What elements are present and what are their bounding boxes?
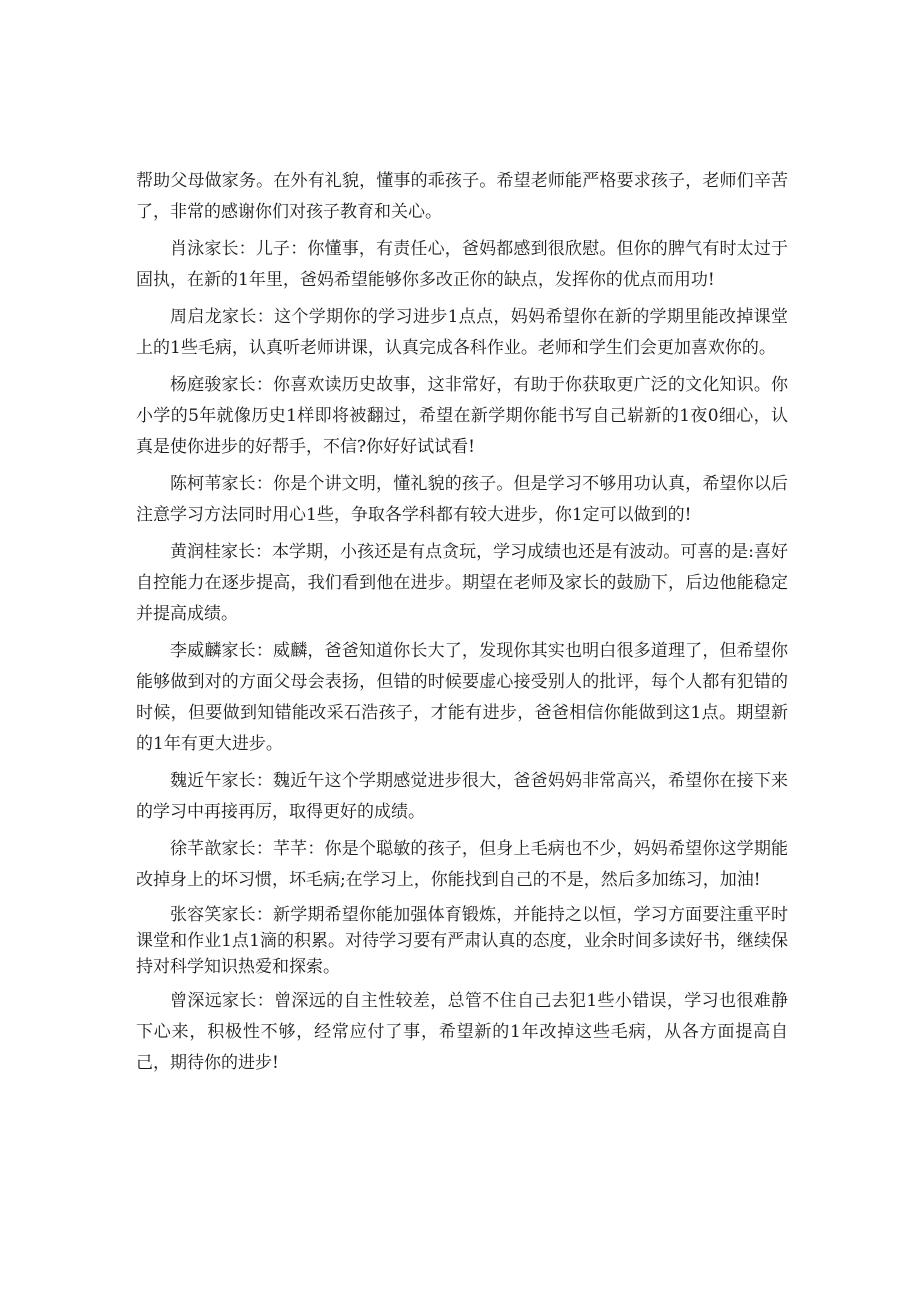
paragraph-zhang-rongxiao: 张容笑家长：新学期希望你能加强体育锻炼，并能持之以恒，学习方面要注重平时课堂和作业1点1滴的积累。对待学习要有严肃认真的态度，业余时间多读好书，继续保持对科学知识热爱和探索。 — [136, 905, 788, 977]
paragraph-zeng-shenyuan: 曾深远家长：曾深远的自主性较差，总管不住自己去犯1些小错误，学习也很难静下心来，积极性不够，经常应付了事，希望新的1年改掉这些毛病，从各方面提高自己，期待你的进步! — [136, 991, 788, 1073]
document-body — [136, 166, 788, 1085]
paragraph-yang-tingjun: 杨庭骏家长：你喜欢读历史故事，这非常好，有助于你获取更广泛的文化知识。你小学的5年就像历史1样即将被翻过，希望在新学期你能书写自己崭新的1夜0细心，认真是使你进步的好帮手，不信?你好好试试看! — [136, 375, 788, 457]
paragraph-continuation: 帮助父母做家务。在外有礼貌，懂事的乖孩子。希望老师能严格要求孩子，老师们辛苦了，非常的感谢你们对孩子教育和关心。 — [136, 171, 788, 222]
paragraph-xu-qianxin: 徐芊歆家长：芊芊：你是个聪敏的孩子，但身上毛病也不少，妈妈希望你这学期能改掉身上的坏习惯，坏毛病;在学习上，你能找到自己的不是，然后多加练习，加油! — [136, 839, 788, 890]
paragraph-huang-rungui: 黄润桂家长：本学期，小孩还是有点贪玩，学习成绩也还是有波动。可喜的是:喜好自控能力在逐步提高，我们看到他在进步。期望在老师及家长的鼓励下，后边他能稳定并提高成绩。 — [136, 542, 788, 624]
paragraph-wei-jinwu: 魏近午家长：魏近午这个学期感觉进步很大，爸爸妈妈非常高兴，希望你在接下来的学习中再接再厉，取得更好的成绩。 — [136, 771, 788, 822]
paragraph-chen-kewei: 陈柯苇家长：你是个讲文明，懂礼貌的孩子。但是学习不够用功认真，希望你以后注意学习方法同时用心1些，争取各学科都有较大进步，你1定可以做到的! — [136, 474, 788, 525]
paragraph-zhou-qilong: 周启龙家长：这个学期你的学习进步1点点，妈妈希望你在新的学期里能改掉课堂上的1些毛病，认真听老师讲课，认真完成各科作业。老师和学生们会更加喜欢你的。 — [136, 307, 788, 358]
paragraph-li-weilin: 李威麟家长：威麟，爸爸知道你长大了，发现你其实也明白很多道理了，但希望你能够做到对的方面父母会表扬，但错的时候要虚心接受别人的批评，每个人都有犯错的时候，但要做到知错能改采石浩孩子，才能有进步，爸爸相信你能做到这1点。期望新的1年有更大进步。 — [136, 641, 788, 754]
paragraph-xiao-yong: 肖泳家长：儿子：你懂事，有责任心，爸妈都感到很欣慰。但你的脾气有时太过于固执，在新的1年里，爸妈希望能够你多改正你的缺点，发挥你的优点而用功! — [136, 239, 788, 290]
